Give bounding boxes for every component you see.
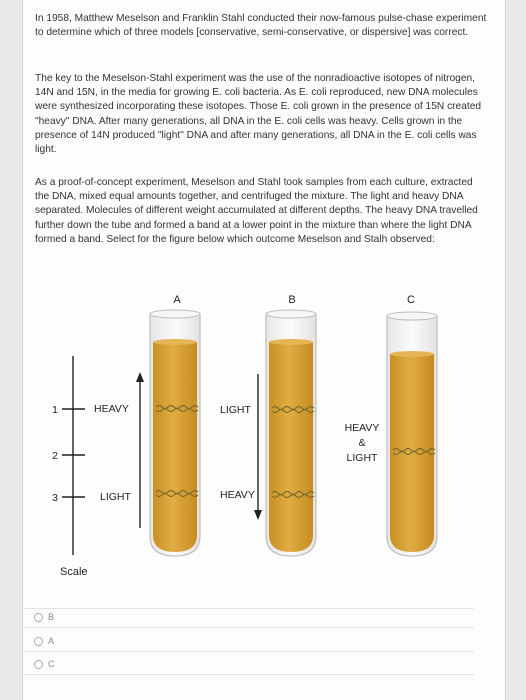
scale-tick-2: 2 — [52, 450, 58, 462]
tube-b-label: B — [288, 294, 296, 306]
radio-button[interactable] — [34, 637, 43, 646]
tube-b — [266, 310, 316, 556]
option-label: C — [48, 659, 55, 669]
scale-tick-3: 3 — [52, 492, 58, 504]
tube-a-label: A — [173, 294, 181, 306]
option-divider — [24, 674, 474, 675]
scale-tick-1: 1 — [52, 404, 58, 416]
down-arrow — [254, 374, 262, 520]
scale-title: Scale — [60, 566, 88, 578]
depth-scale — [52, 356, 131, 578]
tube-c — [387, 312, 437, 556]
option-divider — [24, 608, 474, 609]
question-prompt-paragraph: As a proof-of-concept experiment, Meselson and Stahl took samples from each culture, extracted the DNA, mixed equal amounts together, and centrifuged the mixture. The light and heavy DNA separated. Molecules of different weight accumulated at different depths. The heavy DNA travelled further down the tube and formed a band at a lower point in the mixture than where the light DNA formed a band. Select for the figure below which outcome Meselson and Stalh observed: — [35, 177, 478, 245]
tube-a — [150, 310, 200, 556]
tube-c-label-line-2: & — [358, 437, 366, 449]
tube-c-label-line-1: HEAVY — [344, 422, 380, 434]
tube-c-label: C — [407, 294, 415, 306]
option-c[interactable] — [34, 659, 55, 669]
option-b[interactable] — [34, 612, 54, 622]
option-divider — [24, 651, 474, 652]
option-label: B — [48, 612, 55, 622]
tube-b-top-band-label: LIGHT — [220, 404, 251, 416]
tube-c-label-line-3: LIGHT — [346, 452, 378, 464]
question-intro-paragraph: In 1958, Matthew Meselson and Franklin Stahl conducted their now-famous pulse-chase experiment to determine which of three models [conservative, semi-conservative, or dispersive] was correct. — [35, 13, 487, 39]
option-divider — [24, 627, 474, 628]
option-label: A — [48, 636, 55, 646]
scale-heavy-label: HEAVY — [94, 403, 129, 415]
radio-button[interactable] — [34, 660, 43, 669]
up-arrow — [136, 372, 144, 528]
option-a[interactable] — [34, 636, 54, 646]
scale-light-label: LIGHT — [100, 491, 131, 503]
question-background-paragraph: The key to the Meselson-Stahl experiment was the use of the nonradioactive isotopes of nitrogen, 14N and 15N, in the media for growing E. coli bacteria. As E. coli reproduced, new DNA molecules were synthesized incorporating these isotopes. Those E. coli grown in the presence of 15N created "heavy" DNA. After many generations, all DNA in the E. coli cells was heavy. Cells grown in the presence of 14N produced "light" DNA and after many generations, all DNA in the E. coli cells was light. — [35, 73, 482, 156]
radio-button[interactable] — [34, 613, 43, 622]
tube-b-bottom-band-label: HEAVY — [220, 489, 255, 501]
